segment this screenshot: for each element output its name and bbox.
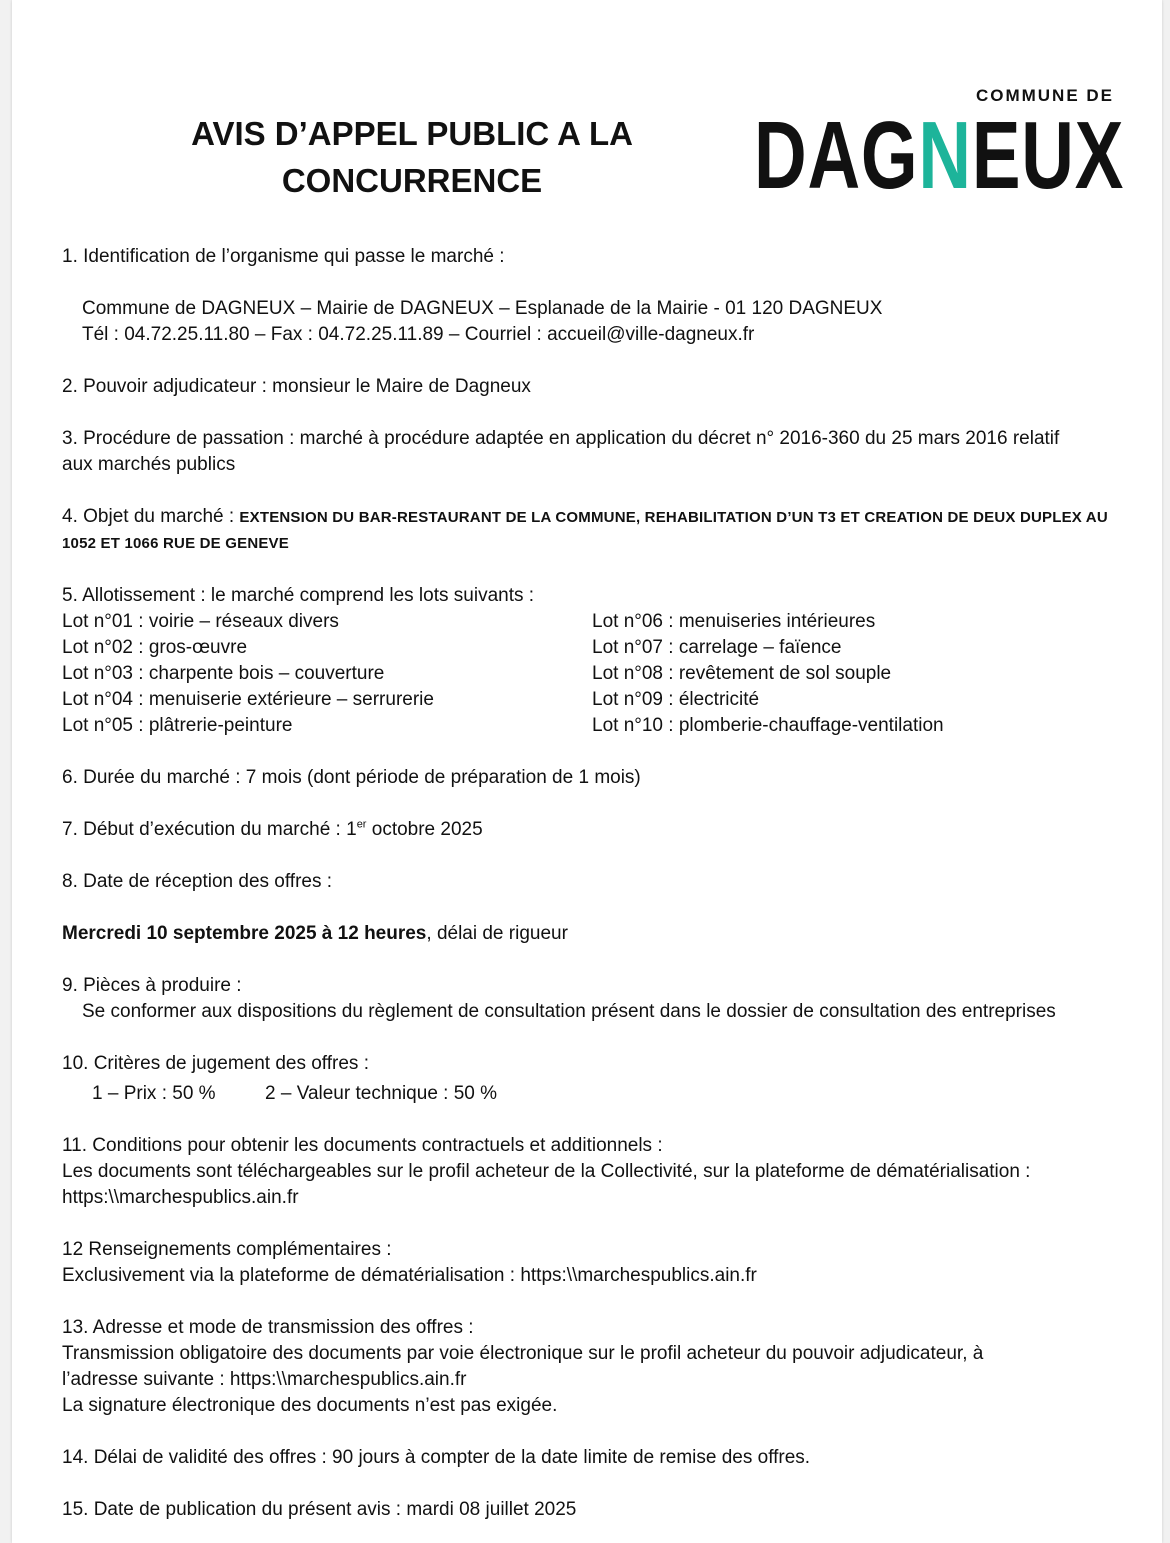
logo-word-part-a: DAG [754, 102, 919, 209]
section-9-text: Se conformer aux dispositions du règlement de consultation présent dans le dossier de consultation des entreprises [82, 1001, 1056, 1022]
section-14: 14. Délai de validité des offres : 90 jours à compter de la date limite de remise des offres. [62, 1447, 811, 1468]
section-11-heading: 11. Conditions pour obtenir les documents contractuels et additionnels : [62, 1135, 663, 1156]
lots-list [62, 609, 1122, 739]
offer-deadline-date: Mercredi 10 septembre 2025 à 12 heures [62, 923, 427, 944]
title-line-1: AVIS D’APPEL PUBLIC A LA [191, 115, 633, 152]
lot-item: Lot n°09 : électricité [592, 689, 760, 710]
lot-item: Lot n°08 : revêtement de sol souple [592, 663, 892, 684]
section-2: 2. Pouvoir adjudicateur : monsieur le Maire de Dagneux [62, 376, 531, 397]
section-15: 15. Date de publication du présent avis : mardi 08 juillet 2025 [62, 1499, 577, 1520]
section-13-line-3: La signature électronique des documents n’est pas exigée. [62, 1395, 558, 1416]
section-7 [62, 817, 1122, 843]
section-8-heading: 8. Date de réception des offres : [62, 871, 333, 892]
market-object-1: EXTENSION DU BAR-RESTAURANT DE LA COMMUNE, REHABILITATION D’UN T3 ET CREATION DE DEUX DUPLEX AU [239, 509, 1108, 526]
document-title [152, 110, 672, 204]
logo-wordmark [754, 102, 1125, 209]
lot-item: Lot n°04 : menuiserie extérieure – serrurerie [62, 689, 434, 710]
section-4-line-1 [62, 504, 1122, 531]
section-9-heading: 9. Pièces à produire : [62, 975, 242, 996]
lot-item: Lot n°01 : voirie – réseaux divers [62, 611, 339, 632]
organisme-contact: Tél : 04.72.25.11.80 – Fax : 04.72.25.11.89 – Courriel : accueil@ville-dagneux.fr [82, 324, 755, 345]
notice-body [62, 244, 1122, 1523]
lot-item: Lot n°02 : gros-œuvre [62, 637, 248, 658]
section-11-line-1: Les documents sont téléchargeables sur le profil acheteur de la Collectivité, sur la plateforme de dématérialisation : [62, 1161, 1031, 1182]
section-10-heading: 10. Critères de jugement des offres : [62, 1053, 369, 1074]
criterion-technical: 2 – Valeur technique : 50 % [265, 1083, 498, 1104]
section-12-line: Exclusivement via la plateforme de dématérialisation : https:\\marchespublics.ain.fr [62, 1265, 757, 1286]
section-7-prefix: 7. Début d’exécution du marché : 1 [62, 819, 357, 840]
section-4-label: 4. Objet du marché : [62, 506, 240, 527]
lot-item: Lot n°07 : carrelage – faïence [592, 637, 842, 658]
logo-word-accent-n: N [918, 102, 972, 209]
criteria-row [62, 1081, 1122, 1107]
dagneux-logo [754, 86, 1125, 218]
section-7-suffix: octobre 2025 [366, 819, 483, 840]
criterion-price: 1 – Prix : 50 % [92, 1083, 216, 1104]
organisme-address: Commune de DAGNEUX – Mairie de DAGNEUX – Esplanade de la Mairie - 01 120 DAGNEUX [82, 298, 883, 319]
title-line-2: CONCURRENCE [281, 162, 543, 199]
logo-word-part-b: EUX [971, 102, 1125, 209]
lot-item: Lot n°10 : plomberie-chauffage-ventilation [592, 715, 944, 736]
section-3-line-2: aux marchés publics [62, 454, 236, 475]
section-3-line-1: 3. Procédure de passation : marché à procédure adaptée en application du décret n° 2016-360 du 25 mars 2016 relatif [62, 428, 1060, 449]
lot-item: Lot n°06 : menuiseries intérieures [592, 611, 876, 632]
section-13-line-1: Transmission obligatoire des documents par voie électronique sur le profil acheteur du pouvoir adjudicateur, à [62, 1343, 984, 1364]
lots-column-right [592, 609, 1122, 739]
offer-deadline-note: , délai de rigueur [426, 923, 568, 944]
section-6: 6. Durée du marché : 7 mois (dont période de préparation de 1 mois) [62, 767, 641, 788]
document-page [12, 0, 1162, 1543]
section-1-heading: 1. Identification de l’organisme qui passe le marché : [62, 246, 505, 267]
section-7-sup: er [356, 818, 367, 831]
logo-caption: COMMUNE DE [975, 86, 1114, 105]
lot-item: Lot n°05 : plâtrerie-peinture [62, 715, 293, 736]
section-11-link: https:\\marchespublics.ain.fr [62, 1187, 299, 1208]
section-5-heading: 5. Allotissement : le marché comprend les lots suivants : [62, 585, 535, 606]
market-object-2: 1052 ET 1066 RUE DE GENEVE [62, 535, 289, 552]
offer-deadline [62, 921, 1122, 947]
lot-item: Lot n°03 : charpente bois – couverture [62, 663, 385, 684]
lots-column-left [62, 609, 592, 739]
section-13-heading: 13. Adresse et mode de transmission des offres : [62, 1317, 474, 1338]
section-12-heading: 12 Renseignements complémentaires : [62, 1239, 392, 1260]
section-13-line-2: l’adresse suivante : https:\\marchespublics.ain.fr [62, 1369, 467, 1390]
